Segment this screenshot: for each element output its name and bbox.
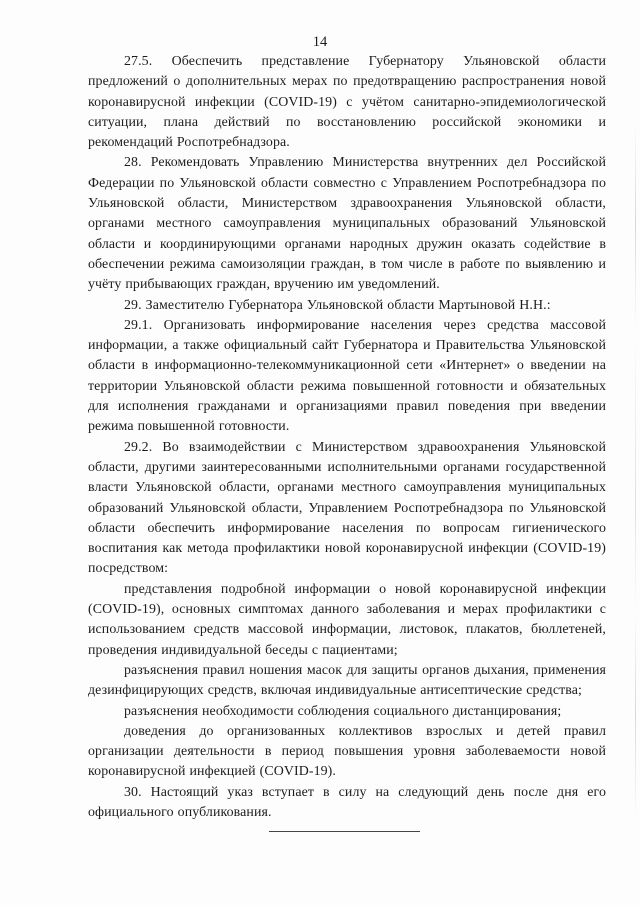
paragraph-29: 29. Заместителю Губернатора Ульяновской области Мартыновой Н.Н.: (124, 297, 551, 313)
paragraph-30: 30. Настоящий указ вступает в силу на следующий день после дня его официального опубликования. (88, 784, 606, 820)
paragraph-item-distancing: разъяснения необходимости соблюдения социального дистанцирования; (124, 703, 562, 719)
paragraph-29-2: 29.2. Во взаимодействии с Министерством здравоохранения Ульяновской области, другими заинтересованными исполнительными органами государственной власти Ульяновской области, органами местного самоуправления муниципальных образований Ульяновской области, Управлением Роспотребнадзора по Ульяновской области обеспечить информирование населения по вопросам гигиенического воспитания как метода профилактики новой коронавирусной инфекции (COVID-19) посредством: (88, 439, 606, 577)
paragraph-item-info: представления подробной информации о новой коронавирусной инфекции (COVID-19), основных симптомах данного заболевания и мерах профилактики с использованием средств массовой информации, листовок, плакатов, бюллетеней, проведения индивидуальной беседы с пациентами; (88, 581, 606, 658)
page-number: 14 (312, 34, 328, 50)
paragraph-item-collectives: доведения до организованных коллективов взрослых и детей правил организации деятельности в период повышения уровня заболеваемости новой коронавирусной инфекцией (COVID-19). (88, 723, 606, 780)
document-body (88, 52, 606, 823)
paragraph-28: 28. Рекомендовать Управлению Министерства внутренних дел Российской Федерации по Ульяновской области совместно с Управлением Роспотребнадзора по Ульяновской области, Министерством здравоохранения Ульяновской области, органами местного самоуправления муниципальных образований Ульяновской области и координирующими органами народных дружин оказать содействие в обеспечении режима самоизоляции граждан, в том числе в работе по выявлению и учёту прибывающих граждан, вручению им уведомлений. (88, 155, 606, 293)
paragraph-item-masks: разъяснения правил ношения масок для защиты органов дыхания, применения дезинфицирующих средств, включая индивидуальные антисептические средства; (88, 662, 606, 699)
paragraph-29-1: 29.1. Организовать информирование населения через средства массовой информации, а также официальный сайт Губернатора и Правительства Ульяновской области в информационно-телекоммуникационной сети «Интернет» о введении на территории Ульяновской области режима повышенной готовности и обязательных для исполнения гражданами и организациями правил поведения при введении режима повышенной готовности. (88, 317, 606, 435)
end-divider-line (269, 831, 420, 832)
scan-edge-artifact (635, 120, 636, 820)
paragraph-27-5: 27.5. Обеспечить представление Губернатору Ульяновской области предложений о дополнительных мерах по предотвращению распространения новой коронавирусной инфекции (COVID-19) с учётом санитарно-эпидемиологической ситуации, плана действий по восстановлению российской экономики и рекомендаций Роспотребнадзора. (88, 54, 606, 151)
